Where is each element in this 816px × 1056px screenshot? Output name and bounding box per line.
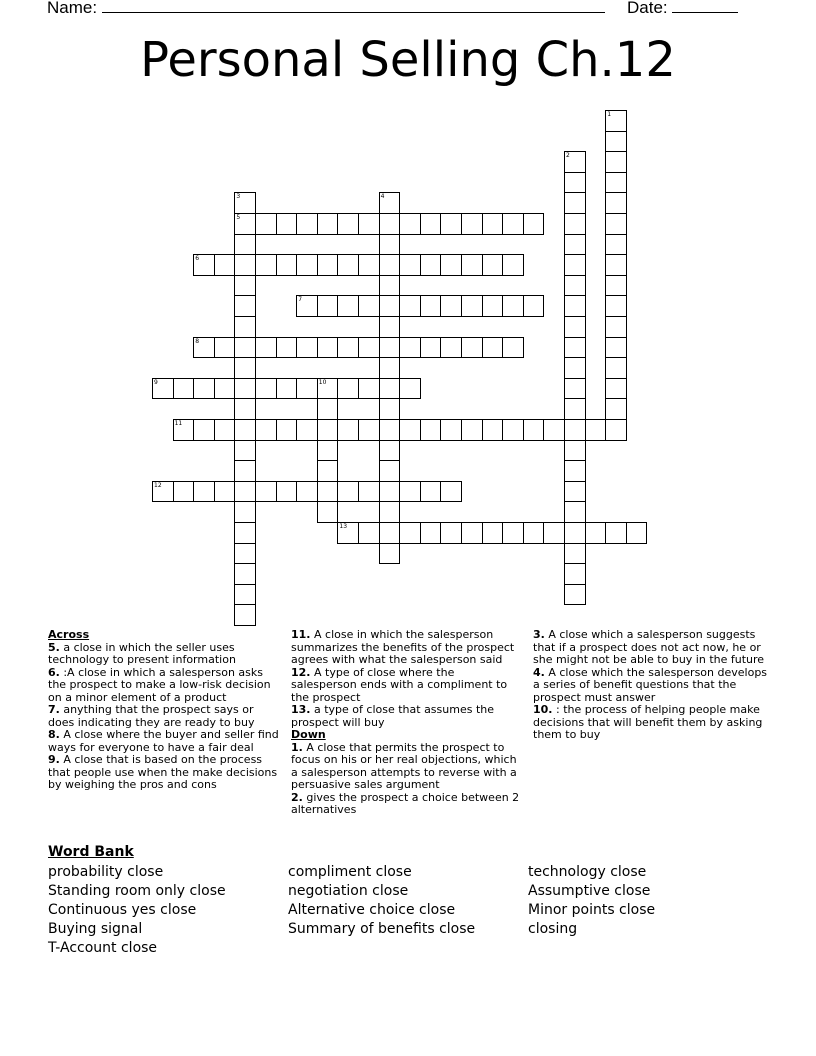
clue-text: a close in which the seller uses technology to present information bbox=[48, 640, 236, 666]
crossword-cell[interactable] bbox=[626, 522, 648, 544]
clue-number: 2 bbox=[566, 152, 570, 160]
crossword-cell[interactable] bbox=[461, 213, 483, 235]
crossword-cell[interactable] bbox=[605, 192, 627, 214]
crossword-cell[interactable] bbox=[605, 295, 627, 317]
crossword-cell[interactable] bbox=[564, 172, 586, 194]
crossword-cell[interactable] bbox=[379, 357, 401, 379]
crossword-cell[interactable] bbox=[234, 440, 256, 462]
crossword-cell[interactable] bbox=[358, 481, 380, 503]
clue-num: 9. bbox=[48, 753, 60, 766]
clue-text: :A close in which a salesperson asks the prospect to make a low-risk decision on a minor element of a product bbox=[48, 665, 271, 704]
crossword-cell[interactable] bbox=[440, 295, 462, 317]
clue-num: 3. bbox=[533, 628, 545, 641]
crossword-cell[interactable] bbox=[379, 440, 401, 462]
crossword-cell[interactable] bbox=[214, 337, 236, 359]
crossword-cell[interactable] bbox=[276, 378, 298, 400]
crossword-cell[interactable] bbox=[564, 234, 586, 256]
crossword-cell[interactable] bbox=[337, 295, 359, 317]
crossword-cell[interactable] bbox=[605, 378, 627, 400]
clue-item bbox=[48, 642, 280, 667]
crossword-cell[interactable] bbox=[440, 481, 462, 503]
crossword-cell[interactable] bbox=[461, 254, 483, 276]
word-bank-item: technology close bbox=[528, 864, 647, 880]
across-header: Across bbox=[48, 628, 90, 641]
clue-item bbox=[533, 629, 768, 667]
crossword-cell[interactable] bbox=[234, 522, 256, 544]
crossword-cell[interactable] bbox=[317, 254, 339, 276]
clue-item bbox=[533, 704, 768, 742]
crossword-cell[interactable] bbox=[564, 419, 586, 441]
word-bank-item: Standing room only close bbox=[48, 883, 226, 899]
crossword-cell[interactable] bbox=[276, 254, 298, 276]
crossword-cell[interactable] bbox=[234, 419, 256, 441]
crossword-cell[interactable] bbox=[234, 357, 256, 379]
crossword-cell[interactable] bbox=[255, 481, 277, 503]
crossword-cell[interactable] bbox=[564, 357, 586, 379]
crossword-cell[interactable] bbox=[461, 522, 483, 544]
crossword-cell[interactable] bbox=[564, 543, 586, 565]
crossword-cell[interactable] bbox=[234, 275, 256, 297]
clue-text: A close that permits the prospect to focus on his or her real objections, which a salesperson attempts to reverse with a persuasive sales argument bbox=[291, 740, 517, 791]
crossword-cell[interactable] bbox=[255, 419, 277, 441]
crossword-cell[interactable] bbox=[585, 522, 607, 544]
crossword-cell[interactable] bbox=[564, 398, 586, 420]
crossword-cell[interactable] bbox=[255, 337, 277, 359]
clue-item bbox=[291, 704, 523, 729]
crossword-cell[interactable] bbox=[420, 254, 442, 276]
name-line[interactable] bbox=[102, 0, 605, 13]
crossword-cell[interactable] bbox=[296, 337, 318, 359]
crossword-cell[interactable] bbox=[564, 378, 586, 400]
crossword-cell[interactable] bbox=[399, 337, 421, 359]
crossword-cell[interactable] bbox=[317, 295, 339, 317]
crossword-cell[interactable] bbox=[605, 337, 627, 359]
clue-number: 3 bbox=[236, 193, 241, 201]
crossword-cell[interactable] bbox=[317, 481, 339, 503]
crossword-cell[interactable] bbox=[379, 398, 401, 420]
crossword-cell[interactable] bbox=[337, 337, 359, 359]
clue-item bbox=[291, 742, 523, 792]
crossword-cell[interactable] bbox=[399, 378, 421, 400]
crossword-cell[interactable] bbox=[605, 131, 627, 153]
crossword-cell[interactable] bbox=[379, 295, 401, 317]
crossword-cell[interactable] bbox=[276, 337, 298, 359]
word-bank-item: Buying signal bbox=[48, 921, 143, 937]
crossword-cell[interactable] bbox=[605, 110, 627, 132]
crossword-cell[interactable] bbox=[523, 295, 545, 317]
word-bank-title: Word Bank bbox=[48, 844, 134, 860]
crossword-cell[interactable] bbox=[337, 481, 359, 503]
crossword-cell[interactable] bbox=[234, 295, 256, 317]
crossword-cell[interactable] bbox=[379, 234, 401, 256]
clue-number: 8 bbox=[195, 337, 200, 345]
crossword-cell[interactable] bbox=[317, 378, 339, 400]
clue-item bbox=[291, 792, 523, 817]
crossword-cell[interactable] bbox=[440, 213, 462, 235]
crossword-cell[interactable] bbox=[399, 419, 421, 441]
clue-num: 10. bbox=[533, 703, 553, 716]
crossword-cell[interactable] bbox=[317, 460, 339, 482]
clue-num: 11. bbox=[291, 628, 311, 641]
clue-number: 10 bbox=[318, 378, 327, 386]
clue-item bbox=[291, 629, 523, 667]
crossword-cell[interactable] bbox=[234, 543, 256, 565]
word-bank-item: Summary of benefits close bbox=[288, 921, 476, 937]
crossword-cell[interactable] bbox=[234, 316, 256, 338]
clue-text: A close in which the salesperson summarizes the benefits of the prospect agrees with what the salesperson said bbox=[291, 628, 515, 666]
clues-column-1 bbox=[48, 629, 280, 792]
crossword-cell[interactable] bbox=[296, 295, 318, 317]
crossword-cell[interactable] bbox=[585, 419, 607, 441]
crossword-cell[interactable] bbox=[420, 522, 442, 544]
date-line[interactable] bbox=[672, 0, 738, 13]
crossword-cell[interactable] bbox=[234, 337, 256, 359]
crossword-cell[interactable] bbox=[379, 481, 401, 503]
crossword-cell[interactable] bbox=[502, 522, 524, 544]
crossword-cell[interactable] bbox=[564, 481, 586, 503]
crossword-cell[interactable] bbox=[234, 460, 256, 482]
crossword-cell[interactable] bbox=[605, 172, 627, 194]
crossword-cell[interactable] bbox=[482, 213, 504, 235]
clue-text: A close where the buyer and seller find ways for everyone to have a fair deal bbox=[48, 728, 279, 754]
crossword-cell[interactable] bbox=[605, 213, 627, 235]
clue-number: 13 bbox=[339, 523, 348, 530]
crossword-cell[interactable] bbox=[482, 254, 504, 276]
crossword-cell[interactable] bbox=[214, 481, 236, 503]
crossword-cell[interactable] bbox=[296, 213, 318, 235]
clue-text: anything that the prospect says or does indicating they are ready to buy bbox=[48, 703, 255, 729]
word-bank-item: closing bbox=[528, 921, 578, 937]
name-label: Name: bbox=[47, 0, 98, 17]
crossword-cell[interactable] bbox=[440, 337, 462, 359]
crossword-cell[interactable] bbox=[564, 563, 586, 585]
crossword-cell[interactable] bbox=[234, 234, 256, 256]
word-bank-column-2 bbox=[288, 863, 475, 939]
clue-item bbox=[291, 667, 523, 705]
crossword-cell[interactable] bbox=[358, 213, 380, 235]
crossword-cell[interactable] bbox=[523, 213, 545, 235]
word-bank-item: probability close bbox=[48, 864, 164, 880]
word-bank-item: negotiation close bbox=[288, 883, 409, 899]
crossword-cell[interactable] bbox=[379, 460, 401, 482]
clue-num: 7. bbox=[48, 703, 60, 716]
down-header: Down bbox=[291, 728, 326, 741]
word-bank-item: Minor points close bbox=[528, 902, 656, 918]
crossword-cell[interactable] bbox=[193, 481, 215, 503]
crossword-cell[interactable] bbox=[564, 501, 586, 523]
crossword-cell[interactable] bbox=[502, 254, 524, 276]
crossword-cell[interactable] bbox=[193, 419, 215, 441]
clue-num: 12. bbox=[291, 665, 311, 679]
crossword-cell[interactable] bbox=[440, 254, 462, 276]
clue-number: 4 bbox=[380, 193, 385, 201]
crossword-cell[interactable] bbox=[317, 440, 339, 462]
crossword-cell[interactable] bbox=[173, 419, 195, 441]
clue-number: 5 bbox=[236, 214, 241, 221]
crossword-cell[interactable] bbox=[379, 522, 401, 544]
crossword-cell[interactable] bbox=[234, 378, 256, 400]
crossword-cell[interactable] bbox=[379, 192, 401, 214]
clue-item bbox=[48, 704, 280, 729]
crossword-cell[interactable] bbox=[234, 213, 256, 235]
clue-num: 1. bbox=[291, 740, 303, 754]
crossword-cell[interactable] bbox=[420, 337, 442, 359]
crossword-cell[interactable] bbox=[399, 295, 421, 317]
crossword-cell[interactable] bbox=[605, 275, 627, 297]
clue-number: 6 bbox=[195, 255, 200, 263]
word-bank-item: Assumptive close bbox=[528, 883, 651, 899]
crossword-cell[interactable] bbox=[564, 460, 586, 482]
crossword-cell[interactable] bbox=[399, 522, 421, 544]
clue-item bbox=[533, 667, 768, 705]
crossword-cell[interactable] bbox=[605, 522, 627, 544]
crossword-cell[interactable] bbox=[379, 254, 401, 276]
clue-num: 2. bbox=[291, 790, 303, 804]
crossword-cell[interactable] bbox=[379, 378, 401, 400]
clue-item bbox=[48, 667, 280, 705]
crossword-cell[interactable] bbox=[399, 254, 421, 276]
clue-number: 11 bbox=[174, 420, 183, 427]
crossword-cell[interactable] bbox=[296, 378, 318, 400]
crossword-cell[interactable] bbox=[399, 213, 421, 235]
crossword-cell[interactable] bbox=[276, 419, 298, 441]
crossword-cell[interactable] bbox=[523, 522, 545, 544]
crossword-cell[interactable] bbox=[379, 543, 401, 565]
crossword-cell[interactable] bbox=[173, 378, 195, 400]
date-field[interactable] bbox=[627, 0, 738, 18]
crossword-cell[interactable] bbox=[543, 522, 565, 544]
name-field[interactable] bbox=[47, 0, 605, 18]
crossword-cell[interactable] bbox=[605, 398, 627, 420]
clue-text: A type of close where the salesperson ends with a compliment to the prospect bbox=[291, 665, 508, 704]
crossword-cell[interactable] bbox=[296, 419, 318, 441]
crossword-cell[interactable] bbox=[234, 584, 256, 606]
crossword-cell[interactable] bbox=[502, 337, 524, 359]
crossword-cell[interactable] bbox=[193, 254, 215, 276]
clue-text: A close which the salesperson develops a series of benefit questions that the prospect must answer bbox=[533, 665, 768, 704]
clue-text: A close which a salesperson suggests that if a prospect does not act now, he or she might not be able to buy in the future bbox=[533, 628, 765, 666]
crossword-cell[interactable] bbox=[317, 337, 339, 359]
crossword-cell[interactable] bbox=[482, 337, 504, 359]
crossword-cell[interactable] bbox=[379, 275, 401, 297]
crossword-cell[interactable] bbox=[564, 316, 586, 338]
crossword-cell[interactable] bbox=[234, 398, 256, 420]
crossword-cell[interactable] bbox=[276, 481, 298, 503]
crossword-cell[interactable] bbox=[337, 254, 359, 276]
crossword-cell[interactable] bbox=[193, 337, 215, 359]
crossword-cell[interactable] bbox=[420, 295, 442, 317]
crossword-cell[interactable] bbox=[234, 254, 256, 276]
word-bank-item: T-Account close bbox=[48, 940, 158, 956]
crossword-cell[interactable] bbox=[152, 481, 174, 503]
crossword-cell[interactable] bbox=[255, 378, 277, 400]
crossword-cell[interactable] bbox=[358, 254, 380, 276]
word-bank-column-1 bbox=[48, 863, 226, 958]
crossword-cell[interactable] bbox=[214, 254, 236, 276]
crossword-cell[interactable] bbox=[461, 295, 483, 317]
crossword-cell[interactable] bbox=[502, 213, 524, 235]
word-bank-item: compliment close bbox=[288, 864, 412, 880]
crossword-cell[interactable] bbox=[482, 522, 504, 544]
crossword-cell[interactable] bbox=[337, 419, 359, 441]
crossword-cell[interactable] bbox=[296, 254, 318, 276]
crossword-cell[interactable] bbox=[420, 213, 442, 235]
crossword-cell[interactable] bbox=[543, 419, 565, 441]
crossword-cell[interactable] bbox=[317, 419, 339, 441]
crossword-cell[interactable] bbox=[255, 254, 277, 276]
clues-column-2 bbox=[291, 629, 523, 817]
crossword-cell[interactable] bbox=[605, 254, 627, 276]
crossword-cell[interactable] bbox=[379, 501, 401, 523]
crossword-cell[interactable] bbox=[234, 501, 256, 523]
crossword-cell[interactable] bbox=[214, 419, 236, 441]
page-title: Personal Selling Ch.12 bbox=[140, 32, 676, 88]
clue-text: gives the prospect a choice between 2 alternatives bbox=[291, 790, 520, 816]
crossword-cell[interactable] bbox=[399, 481, 421, 503]
crossword-cell[interactable] bbox=[564, 275, 586, 297]
crossword-cell[interactable] bbox=[255, 213, 277, 235]
clues-column-3 bbox=[533, 629, 768, 742]
crossword-cell[interactable] bbox=[234, 481, 256, 503]
date-label: Date: bbox=[627, 0, 668, 17]
crossword-cell[interactable] bbox=[482, 295, 504, 317]
crossword-cell[interactable] bbox=[337, 522, 359, 544]
crossword-cell[interactable] bbox=[276, 213, 298, 235]
clue-item bbox=[48, 729, 280, 754]
crossword-cell[interactable] bbox=[461, 337, 483, 359]
crossword-cell[interactable] bbox=[564, 584, 586, 606]
clue-num: 6. bbox=[48, 665, 60, 679]
crossword-cell[interactable] bbox=[214, 378, 236, 400]
word-bank-column-3 bbox=[528, 863, 655, 939]
crossword-cell[interactable] bbox=[317, 398, 339, 420]
crossword-cell[interactable] bbox=[337, 213, 359, 235]
crossword-cell[interactable] bbox=[564, 213, 586, 235]
crossword-cell[interactable] bbox=[234, 604, 256, 626]
crossword-cell[interactable] bbox=[379, 419, 401, 441]
crossword-cell[interactable] bbox=[379, 213, 401, 235]
clue-num: 13. bbox=[291, 703, 311, 716]
crossword-cell[interactable] bbox=[564, 151, 586, 173]
clue-text: a type of close that assumes the prospect will buy bbox=[291, 703, 495, 729]
crossword-cell[interactable] bbox=[461, 419, 483, 441]
clue-item bbox=[48, 754, 280, 792]
crossword-cell[interactable] bbox=[358, 295, 380, 317]
crossword-cell[interactable] bbox=[564, 295, 586, 317]
crossword-cell[interactable] bbox=[193, 378, 215, 400]
crossword-cell[interactable] bbox=[317, 501, 339, 523]
clue-number: 12 bbox=[154, 481, 162, 489]
clue-num: 5. bbox=[48, 640, 60, 654]
crossword-cell[interactable] bbox=[296, 481, 318, 503]
crossword-cell[interactable] bbox=[358, 337, 380, 359]
crossword-cell[interactable] bbox=[379, 337, 401, 359]
crossword-cell[interactable] bbox=[482, 419, 504, 441]
crossword-cell[interactable] bbox=[564, 337, 586, 359]
crossword-cell[interactable] bbox=[605, 316, 627, 338]
clue-number: 9 bbox=[154, 378, 158, 386]
crossword-cell[interactable] bbox=[564, 254, 586, 276]
crossword-cell[interactable] bbox=[440, 522, 462, 544]
clue-num: 8. bbox=[48, 728, 60, 741]
crossword-cell[interactable] bbox=[420, 419, 442, 441]
crossword-cell[interactable] bbox=[420, 481, 442, 503]
word-bank-item: Continuous yes close bbox=[48, 902, 197, 918]
crossword-cell[interactable] bbox=[337, 378, 359, 400]
clue-text: : the process of helping people make decisions that will benefit them by asking them to buy bbox=[533, 703, 763, 741]
clue-text: A close that is based on the process that people use when the make decisions by weighing the pros and cons bbox=[48, 753, 278, 791]
crossword-cell[interactable] bbox=[234, 563, 256, 585]
crossword-cell[interactable] bbox=[605, 151, 627, 173]
clue-number: 7 bbox=[298, 296, 303, 304]
crossword-cell[interactable] bbox=[317, 213, 339, 235]
crossword-cell[interactable] bbox=[564, 522, 586, 544]
crossword-cell[interactable] bbox=[358, 419, 380, 441]
crossword-cell[interactable] bbox=[564, 192, 586, 214]
clue-number: 1 bbox=[607, 111, 612, 118]
word-bank-item: Alternative choice close bbox=[288, 902, 456, 918]
crossword-cell[interactable] bbox=[152, 378, 174, 400]
crossword-cell[interactable] bbox=[523, 419, 545, 441]
crossword-cell[interactable] bbox=[379, 316, 401, 338]
crossword-cell[interactable] bbox=[234, 192, 256, 214]
crossword-cell[interactable] bbox=[564, 440, 586, 462]
crossword-cell[interactable] bbox=[605, 234, 627, 256]
crossword-cell[interactable] bbox=[502, 419, 524, 441]
crossword-cell[interactable] bbox=[605, 419, 627, 441]
crossword-cell[interactable] bbox=[358, 378, 380, 400]
crossword-cell[interactable] bbox=[358, 522, 380, 544]
clue-num: 4. bbox=[533, 665, 545, 679]
crossword-cell[interactable] bbox=[173, 481, 195, 503]
crossword-cell[interactable] bbox=[605, 357, 627, 379]
crossword-cell[interactable] bbox=[502, 295, 524, 317]
crossword-cell[interactable] bbox=[440, 419, 462, 441]
